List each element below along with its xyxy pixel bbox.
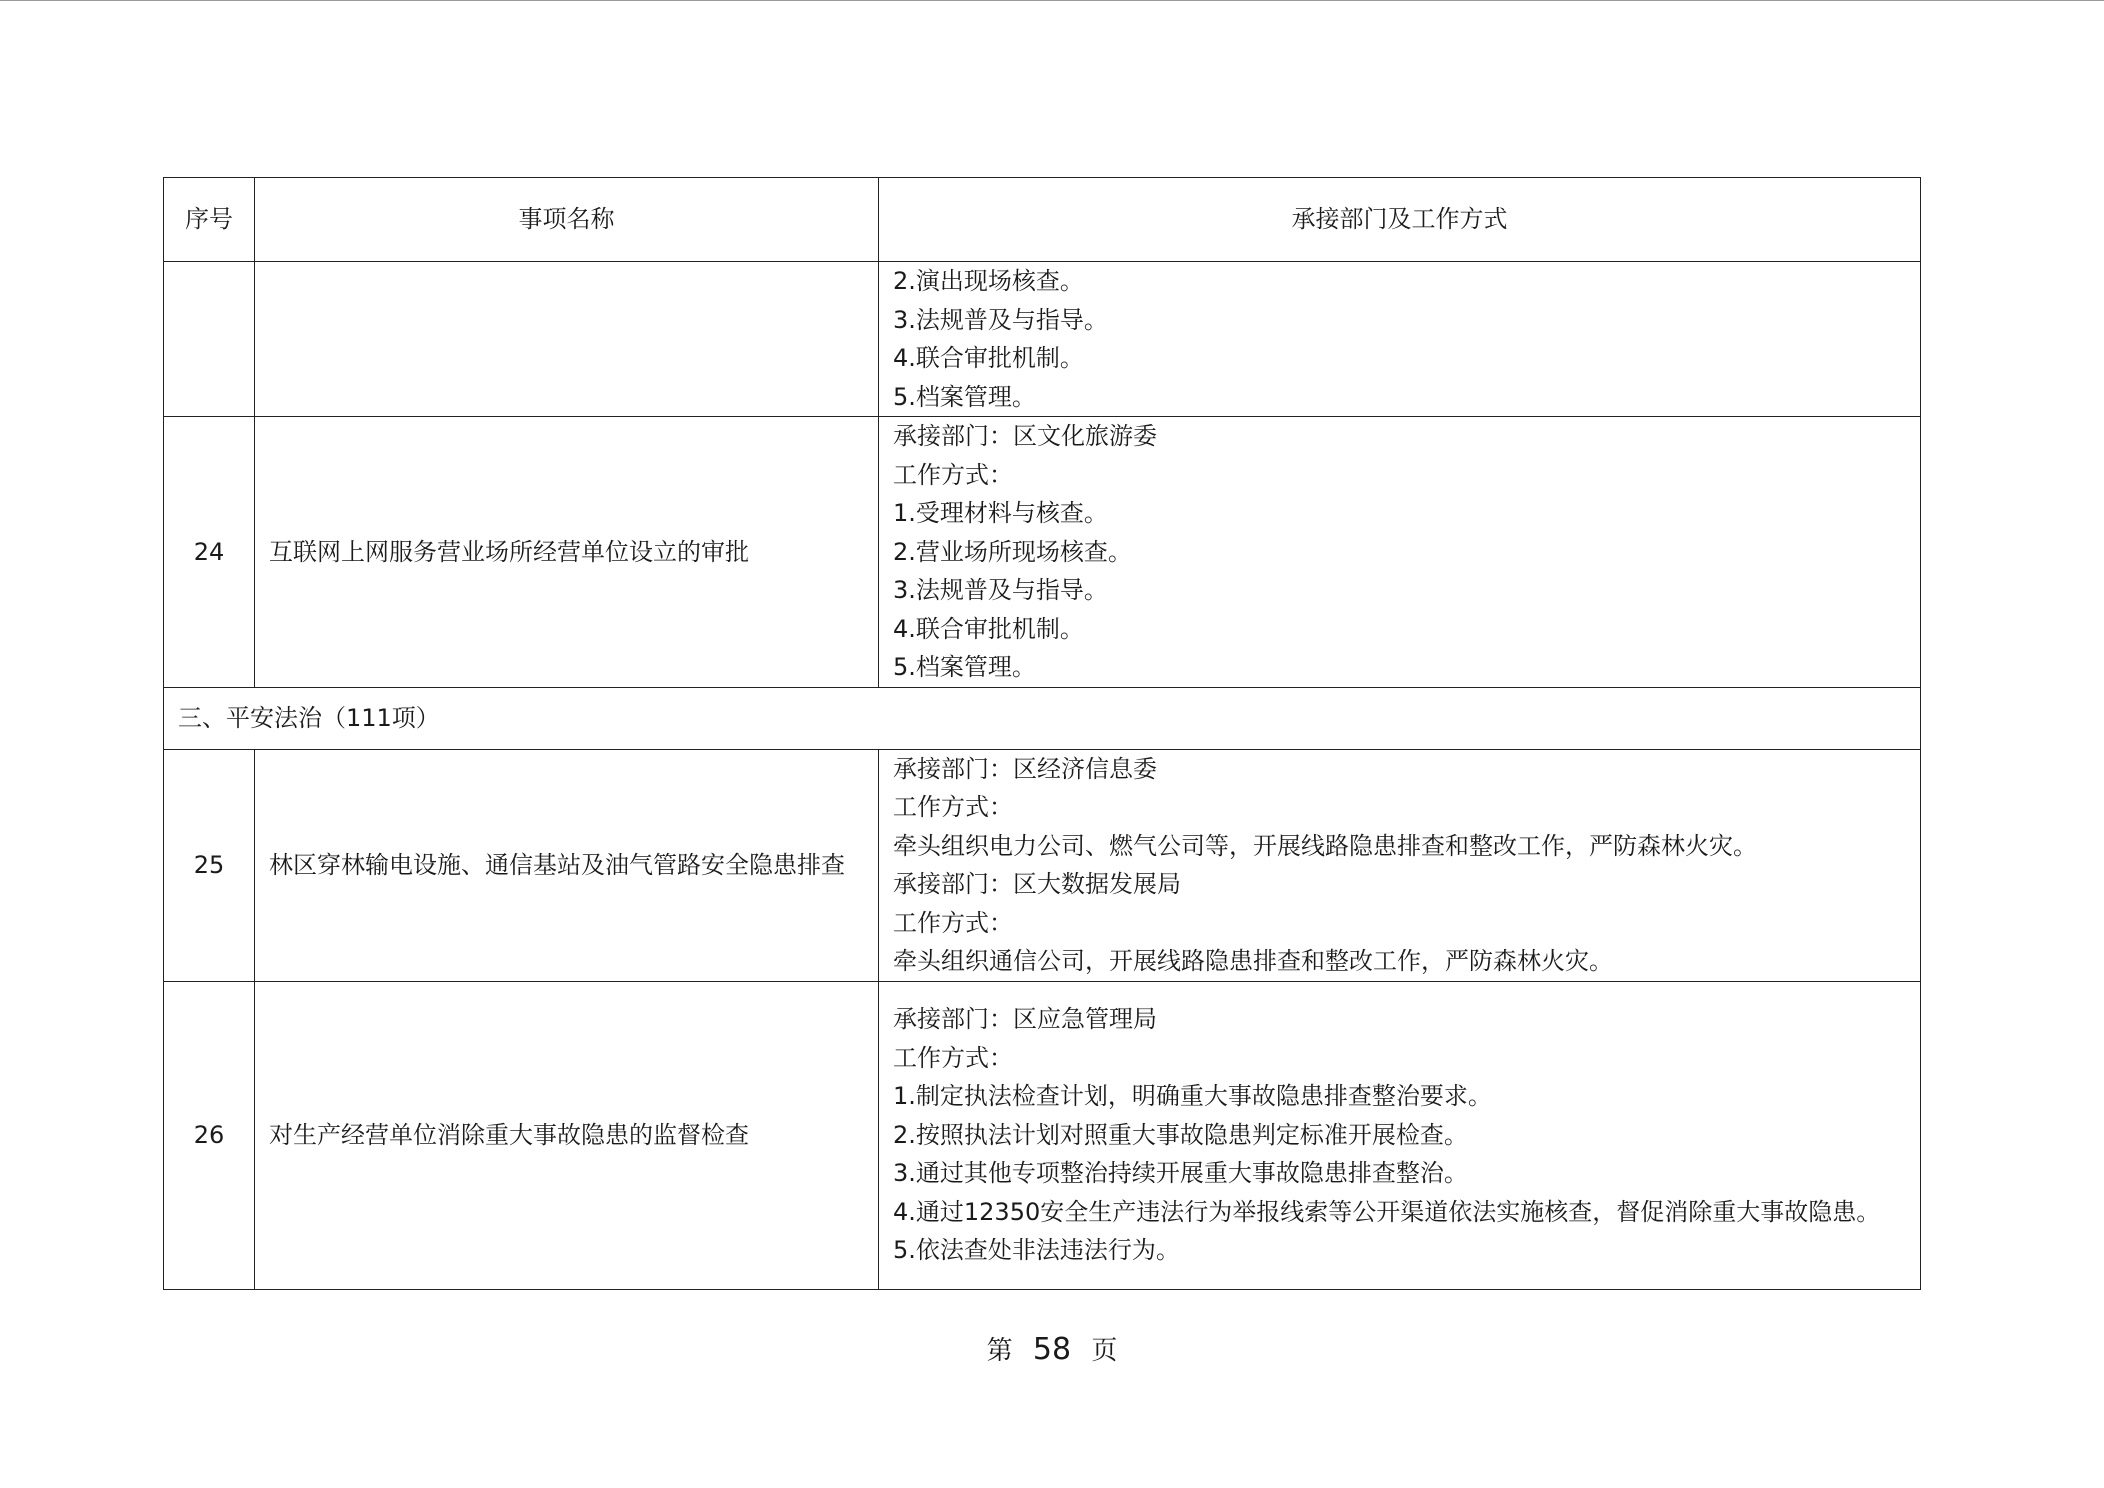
method-line: 工作方式： [893, 908, 1013, 937]
row-method [879, 981, 1921, 1289]
method-line: 承接部门：区经济信息委 [893, 754, 1157, 783]
page-prefix: 第 [986, 1336, 1013, 1366]
header-method: 承接部门及工作方式 [879, 178, 1921, 262]
method-line: 3.通过其他专项整治持续开展重大事故隐患排查整治。 [893, 1159, 1468, 1188]
table-row [164, 981, 1921, 1289]
method-line: 5.档案管理。 [893, 382, 1036, 411]
method-line: 4.联合审批机制。 [893, 344, 1084, 372]
row-seq: 26 [164, 981, 255, 1289]
header-seq: 序号 [164, 178, 255, 262]
method-line: 承接部门：区文化旅游委 [893, 422, 1157, 450]
row-name [255, 262, 879, 417]
section-row [164, 687, 1921, 749]
method-line: 2.按照执法计划对照重大事故隐患判定标准开展检查。 [893, 1120, 1468, 1149]
table-row [164, 749, 1921, 981]
method-line: 3.法规普及与指导。 [893, 576, 1108, 604]
table-row [164, 262, 1921, 417]
row-method [879, 749, 1921, 981]
page-top-border [0, 0, 2104, 1]
row-name: 林区穿林输电设施、通信基站及油气管路安全隐患排查 [255, 749, 879, 981]
method-line: 4.联合审批机制。 [893, 614, 1084, 643]
row-seq [164, 262, 255, 417]
method-line: 工作方式： [893, 793, 1013, 821]
section-heading: 三、平安法治（111项） [164, 687, 1921, 749]
method-line: 承接部门：区应急管理局 [893, 1005, 1157, 1034]
method-line: 1.受理材料与核查。 [893, 499, 1108, 527]
method-line: 承接部门：区大数据发展局 [893, 870, 1181, 898]
row-name: 互联网上网服务营业场所经营单位设立的审批 [255, 417, 879, 688]
row-name: 对生产经营单位消除重大事故隐患的监督检查 [255, 981, 879, 1289]
row-method [879, 262, 1921, 417]
row-seq: 24 [164, 417, 255, 688]
method-line: 工作方式： [893, 460, 1013, 489]
page-footer [0, 1330, 2104, 1371]
method-line: 5.依法查处非法违法行为。 [893, 1236, 1180, 1265]
page-suffix: 页 [1091, 1336, 1118, 1366]
method-line: 牵头组织电力公司、燃气公司等，开展线路隐患排查和整改工作，严防森林火灾。 [893, 831, 1757, 860]
matters-table [163, 177, 1921, 1290]
method-line: 5.档案管理。 [893, 653, 1036, 681]
row-method [879, 417, 1921, 688]
method-line: 牵头组织通信公司，开展线路隐患排查和整改工作，严防森林火灾。 [893, 947, 1613, 975]
method-line: 2.营业场所现场核查。 [893, 537, 1132, 566]
table-row [164, 417, 1921, 688]
header-name: 事项名称 [255, 178, 879, 262]
page-number: 58 [1032, 1332, 1072, 1367]
method-line: 工作方式： [893, 1043, 1013, 1072]
table-header-row [164, 178, 1921, 262]
row-seq: 25 [164, 749, 255, 981]
method-line: 4.通过12350安全生产违法行为举报线索等公开渠道依法实施核查，督促消除重大事故隐患。 [893, 1197, 1881, 1226]
method-line: 1.制定执法检查计划，明确重大事故隐患排查整治要求。 [893, 1082, 1492, 1111]
method-line: 3.法规普及与指导。 [893, 305, 1108, 334]
method-line: 2.演出现场核查。 [893, 267, 1084, 295]
